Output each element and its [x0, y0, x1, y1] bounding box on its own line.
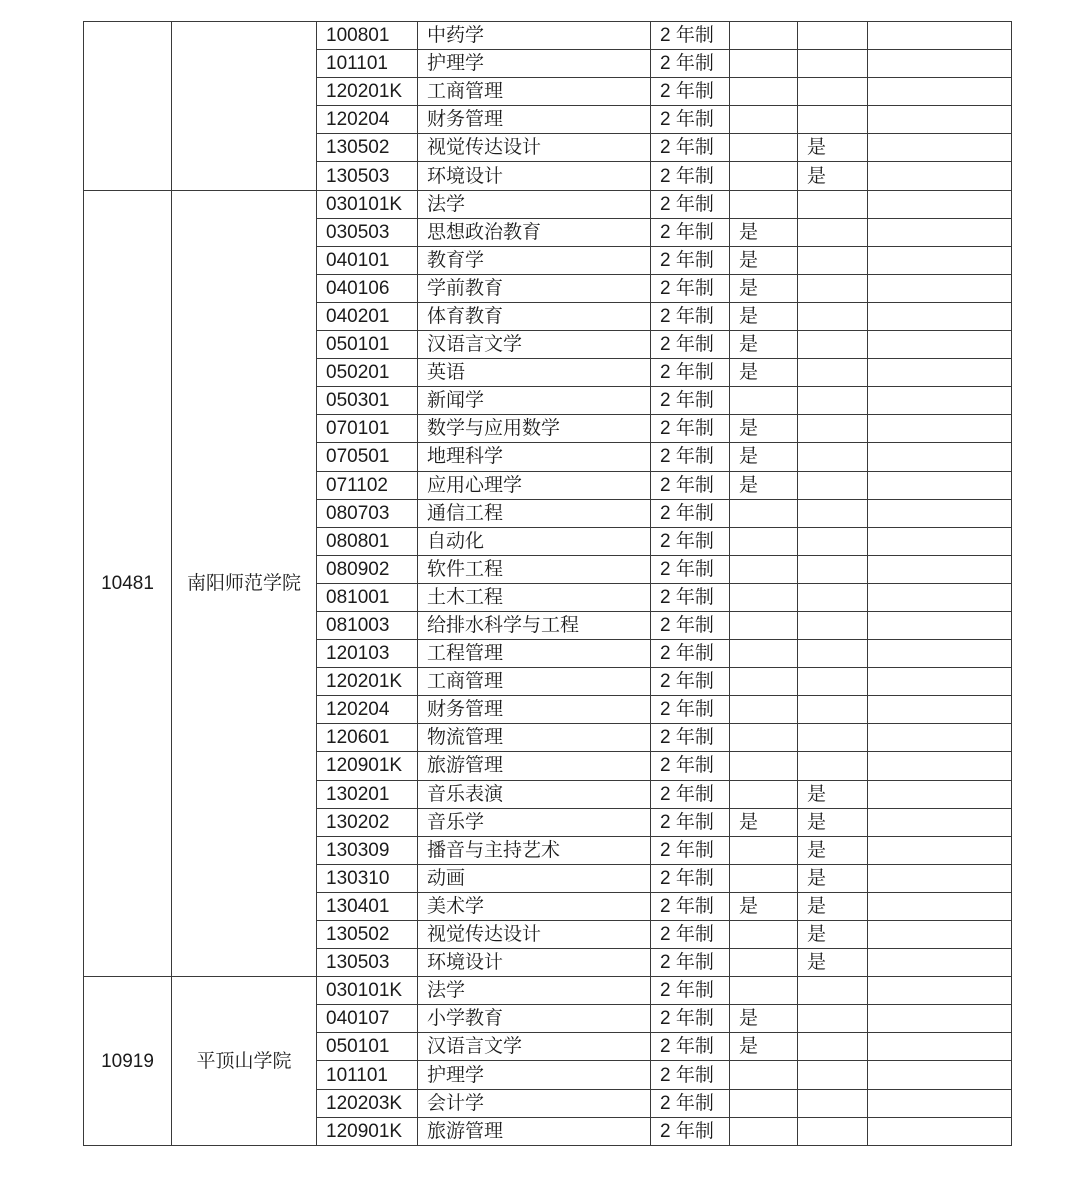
flag2-cell	[798, 246, 868, 274]
flag1-cell: 是	[730, 359, 798, 387]
flag2-cell	[798, 977, 868, 1005]
program-name-cell: 旅游管理	[418, 1117, 651, 1145]
program-code-cell: 050101	[317, 1033, 418, 1061]
blank-cell	[868, 1033, 1012, 1061]
program-code-cell: 071102	[317, 471, 418, 499]
school-code-cell: 10481	[84, 190, 172, 977]
blank-cell	[868, 949, 1012, 977]
duration-cell: 2 年制	[651, 106, 730, 134]
duration-cell: 2 年制	[651, 949, 730, 977]
duration-cell: 2 年制	[651, 583, 730, 611]
flag1-cell	[730, 134, 798, 162]
program-code-cell: 050101	[317, 331, 418, 359]
flag1-cell	[730, 22, 798, 50]
school-name-cell: 南阳师范学院	[172, 190, 317, 977]
program-code-cell: 040107	[317, 1005, 418, 1033]
flag2-cell	[798, 471, 868, 499]
flag2-cell	[798, 527, 868, 555]
program-code-cell: 130401	[317, 892, 418, 920]
duration-cell: 2 年制	[651, 162, 730, 190]
flag2-cell: 是	[798, 864, 868, 892]
program-name-cell: 体育教育	[418, 302, 651, 330]
program-code-cell: 130503	[317, 949, 418, 977]
flag2-cell: 是	[798, 808, 868, 836]
program-code-cell: 081003	[317, 611, 418, 639]
duration-cell: 2 年制	[651, 555, 730, 583]
blank-cell	[868, 1005, 1012, 1033]
program-code-cell: 101101	[317, 1061, 418, 1089]
duration-cell: 2 年制	[651, 246, 730, 274]
flag2-cell: 是	[798, 162, 868, 190]
program-code-cell: 120901K	[317, 1117, 418, 1145]
flag2-cell	[798, 78, 868, 106]
blank-cell	[868, 1117, 1012, 1145]
duration-cell: 2 年制	[651, 1033, 730, 1061]
blank-cell	[868, 415, 1012, 443]
flag1-cell	[730, 78, 798, 106]
program-code-cell: 130502	[317, 134, 418, 162]
duration-cell: 2 年制	[651, 1117, 730, 1145]
blank-cell	[868, 640, 1012, 668]
school-name-cell: 平顶山学院	[172, 977, 317, 1146]
duration-cell: 2 年制	[651, 892, 730, 920]
duration-cell: 2 年制	[651, 977, 730, 1005]
duration-cell: 2 年制	[651, 22, 730, 50]
flag1-cell: 是	[730, 808, 798, 836]
flag1-cell	[730, 555, 798, 583]
blank-cell	[868, 1061, 1012, 1089]
blank-cell	[868, 583, 1012, 611]
program-name-cell: 环境设计	[418, 949, 651, 977]
flag1-cell	[730, 1117, 798, 1145]
program-code-cell: 130201	[317, 780, 418, 808]
blank-cell	[868, 359, 1012, 387]
program-name-cell: 教育学	[418, 246, 651, 274]
duration-cell: 2 年制	[651, 611, 730, 639]
duration-cell: 2 年制	[651, 752, 730, 780]
program-code-cell: 101101	[317, 50, 418, 78]
duration-cell: 2 年制	[651, 527, 730, 555]
program-name-cell: 软件工程	[418, 555, 651, 583]
flag2-cell: 是	[798, 134, 868, 162]
blank-cell	[868, 808, 1012, 836]
flag2-cell	[798, 640, 868, 668]
flag2-cell	[798, 668, 868, 696]
blank-cell	[868, 302, 1012, 330]
flag2-cell	[798, 302, 868, 330]
flag1-cell	[730, 977, 798, 1005]
flag2-cell	[798, 583, 868, 611]
flag1-cell: 是	[730, 246, 798, 274]
blank-cell	[868, 724, 1012, 752]
duration-cell: 2 年制	[651, 218, 730, 246]
blank-cell	[868, 106, 1012, 134]
flag1-cell	[730, 780, 798, 808]
flag1-cell: 是	[730, 471, 798, 499]
flag2-cell	[798, 611, 868, 639]
blank-cell	[868, 134, 1012, 162]
program-name-cell: 美术学	[418, 892, 651, 920]
program-name-cell: 护理学	[418, 50, 651, 78]
program-name-cell: 播音与主持艺术	[418, 836, 651, 864]
program-code-cell: 130502	[317, 921, 418, 949]
flag1-cell	[730, 949, 798, 977]
duration-cell: 2 年制	[651, 387, 730, 415]
flag1-cell: 是	[730, 443, 798, 471]
flag2-cell	[798, 359, 868, 387]
program-name-cell: 音乐表演	[418, 780, 651, 808]
program-code-cell: 130310	[317, 864, 418, 892]
duration-cell: 2 年制	[651, 1089, 730, 1117]
program-name-cell: 会计学	[418, 1089, 651, 1117]
flag1-cell	[730, 387, 798, 415]
flag2-cell: 是	[798, 921, 868, 949]
duration-cell: 2 年制	[651, 724, 730, 752]
program-code-cell: 080801	[317, 527, 418, 555]
duration-cell: 2 年制	[651, 499, 730, 527]
flag2-cell	[798, 555, 868, 583]
school-code-cell	[84, 22, 172, 191]
duration-cell: 2 年制	[651, 640, 730, 668]
blank-cell	[868, 864, 1012, 892]
program-name-cell: 工商管理	[418, 78, 651, 106]
duration-cell: 2 年制	[651, 78, 730, 106]
flag2-cell	[798, 22, 868, 50]
flag1-cell	[730, 921, 798, 949]
duration-cell: 2 年制	[651, 359, 730, 387]
program-code-cell: 040101	[317, 246, 418, 274]
flag2-cell: 是	[798, 780, 868, 808]
program-name-cell: 应用心理学	[418, 471, 651, 499]
flag1-cell: 是	[730, 1005, 798, 1033]
duration-cell: 2 年制	[651, 808, 730, 836]
blank-cell	[868, 274, 1012, 302]
blank-cell	[868, 892, 1012, 920]
program-name-cell: 动画	[418, 864, 651, 892]
program-code-cell: 120204	[317, 106, 418, 134]
duration-cell: 2 年制	[651, 696, 730, 724]
program-name-cell: 法学	[418, 977, 651, 1005]
flag1-cell	[730, 611, 798, 639]
flag1-cell: 是	[730, 274, 798, 302]
flag2-cell	[798, 1005, 868, 1033]
program-code-cell: 030101K	[317, 977, 418, 1005]
duration-cell: 2 年制	[651, 780, 730, 808]
program-name-cell: 视觉传达设计	[418, 134, 651, 162]
program-name-cell: 土木工程	[418, 583, 651, 611]
flag1-cell	[730, 640, 798, 668]
program-name-cell: 法学	[418, 190, 651, 218]
program-name-cell: 物流管理	[418, 724, 651, 752]
flag1-cell: 是	[730, 331, 798, 359]
program-code-cell: 030101K	[317, 190, 418, 218]
program-code-cell: 070501	[317, 443, 418, 471]
program-code-cell: 080902	[317, 555, 418, 583]
duration-cell: 2 年制	[651, 1061, 730, 1089]
flag1-cell	[730, 499, 798, 527]
program-name-cell: 旅游管理	[418, 752, 651, 780]
blank-cell	[868, 696, 1012, 724]
blank-cell	[868, 50, 1012, 78]
flag1-cell: 是	[730, 892, 798, 920]
blank-cell	[868, 387, 1012, 415]
flag2-cell	[798, 190, 868, 218]
flag2-cell	[798, 1117, 868, 1145]
program-code-cell: 120601	[317, 724, 418, 752]
flag2-cell	[798, 724, 868, 752]
school-code-cell: 10919	[84, 977, 172, 1146]
flag2-cell: 是	[798, 949, 868, 977]
flag2-cell	[798, 415, 868, 443]
flag2-cell	[798, 331, 868, 359]
flag2-cell	[798, 696, 868, 724]
program-name-cell: 环境设计	[418, 162, 651, 190]
flag1-cell	[730, 668, 798, 696]
program-code-cell: 120201K	[317, 668, 418, 696]
programs-table-body	[84, 22, 1012, 1146]
duration-cell: 2 年制	[651, 668, 730, 696]
program-name-cell: 中药学	[418, 22, 651, 50]
blank-cell	[868, 977, 1012, 1005]
program-name-cell: 自动化	[418, 527, 651, 555]
program-name-cell: 汉语言文学	[418, 1033, 651, 1061]
program-name-cell: 学前教育	[418, 274, 651, 302]
duration-cell: 2 年制	[651, 864, 730, 892]
program-code-cell: 030503	[317, 218, 418, 246]
blank-cell	[868, 668, 1012, 696]
program-name-cell: 通信工程	[418, 499, 651, 527]
program-code-cell: 130503	[317, 162, 418, 190]
flag2-cell	[798, 499, 868, 527]
table-row	[84, 190, 1012, 218]
duration-cell: 2 年制	[651, 1005, 730, 1033]
program-code-cell: 080703	[317, 499, 418, 527]
blank-cell	[868, 218, 1012, 246]
flag2-cell	[798, 752, 868, 780]
program-name-cell: 视觉传达设计	[418, 921, 651, 949]
program-code-cell: 040201	[317, 302, 418, 330]
flag1-cell	[730, 696, 798, 724]
blank-cell	[868, 246, 1012, 274]
blank-cell	[868, 471, 1012, 499]
duration-cell: 2 年制	[651, 836, 730, 864]
program-code-cell: 070101	[317, 415, 418, 443]
blank-cell	[868, 22, 1012, 50]
program-name-cell: 思想政治教育	[418, 218, 651, 246]
blank-cell	[868, 190, 1012, 218]
flag1-cell: 是	[730, 1033, 798, 1061]
blank-cell	[868, 836, 1012, 864]
flag2-cell	[798, 1033, 868, 1061]
program-name-cell: 护理学	[418, 1061, 651, 1089]
flag1-cell	[730, 527, 798, 555]
program-name-cell: 汉语言文学	[418, 331, 651, 359]
program-name-cell: 财务管理	[418, 696, 651, 724]
program-code-cell: 050201	[317, 359, 418, 387]
blank-cell	[868, 78, 1012, 106]
duration-cell: 2 年制	[651, 134, 730, 162]
duration-cell: 2 年制	[651, 302, 730, 330]
duration-cell: 2 年制	[651, 471, 730, 499]
flag1-cell: 是	[730, 415, 798, 443]
flag2-cell: 是	[798, 892, 868, 920]
blank-cell	[868, 611, 1012, 639]
program-code-cell: 100801	[317, 22, 418, 50]
program-name-cell: 工程管理	[418, 640, 651, 668]
blank-cell	[868, 1089, 1012, 1117]
flag1-cell: 是	[730, 218, 798, 246]
flag2-cell	[798, 274, 868, 302]
flag1-cell: 是	[730, 302, 798, 330]
program-code-cell: 120901K	[317, 752, 418, 780]
flag1-cell	[730, 1061, 798, 1089]
flag2-cell	[798, 1089, 868, 1117]
program-name-cell: 财务管理	[418, 106, 651, 134]
flag1-cell	[730, 864, 798, 892]
program-code-cell: 120204	[317, 696, 418, 724]
duration-cell: 2 年制	[651, 443, 730, 471]
flag2-cell	[798, 443, 868, 471]
program-code-cell: 050301	[317, 387, 418, 415]
blank-cell	[868, 331, 1012, 359]
program-code-cell: 040106	[317, 274, 418, 302]
school-name-cell	[172, 22, 317, 191]
program-name-cell: 英语	[418, 359, 651, 387]
program-code-cell: 081001	[317, 583, 418, 611]
flag1-cell	[730, 50, 798, 78]
blank-cell	[868, 921, 1012, 949]
duration-cell: 2 年制	[651, 190, 730, 218]
flag1-cell	[730, 724, 798, 752]
table-row	[84, 22, 1012, 50]
blank-cell	[868, 527, 1012, 555]
program-name-cell: 工商管理	[418, 668, 651, 696]
flag1-cell	[730, 106, 798, 134]
program-name-cell: 地理科学	[418, 443, 651, 471]
flag2-cell	[798, 50, 868, 78]
duration-cell: 2 年制	[651, 921, 730, 949]
program-code-cell: 120103	[317, 640, 418, 668]
duration-cell: 2 年制	[651, 415, 730, 443]
flag1-cell	[730, 836, 798, 864]
flag1-cell	[730, 583, 798, 611]
flag2-cell	[798, 106, 868, 134]
duration-cell: 2 年制	[651, 274, 730, 302]
blank-cell	[868, 752, 1012, 780]
blank-cell	[868, 499, 1012, 527]
program-code-cell: 130309	[317, 836, 418, 864]
flag2-cell	[798, 387, 868, 415]
program-name-cell: 新闻学	[418, 387, 651, 415]
table-row	[84, 977, 1012, 1005]
blank-cell	[868, 555, 1012, 583]
flag1-cell	[730, 1089, 798, 1117]
program-code-cell: 130202	[317, 808, 418, 836]
blank-cell	[868, 162, 1012, 190]
program-name-cell: 小学教育	[418, 1005, 651, 1033]
flag2-cell	[798, 218, 868, 246]
blank-cell	[868, 780, 1012, 808]
program-name-cell: 音乐学	[418, 808, 651, 836]
program-name-cell: 数学与应用数学	[418, 415, 651, 443]
program-code-cell: 120203K	[317, 1089, 418, 1117]
blank-cell	[868, 443, 1012, 471]
flag2-cell: 是	[798, 836, 868, 864]
duration-cell: 2 年制	[651, 331, 730, 359]
flag1-cell	[730, 752, 798, 780]
flag1-cell	[730, 162, 798, 190]
program-code-cell: 120201K	[317, 78, 418, 106]
programs-table	[83, 21, 1012, 1146]
flag2-cell	[798, 1061, 868, 1089]
flag1-cell	[730, 190, 798, 218]
duration-cell: 2 年制	[651, 50, 730, 78]
program-name-cell: 给排水科学与工程	[418, 611, 651, 639]
